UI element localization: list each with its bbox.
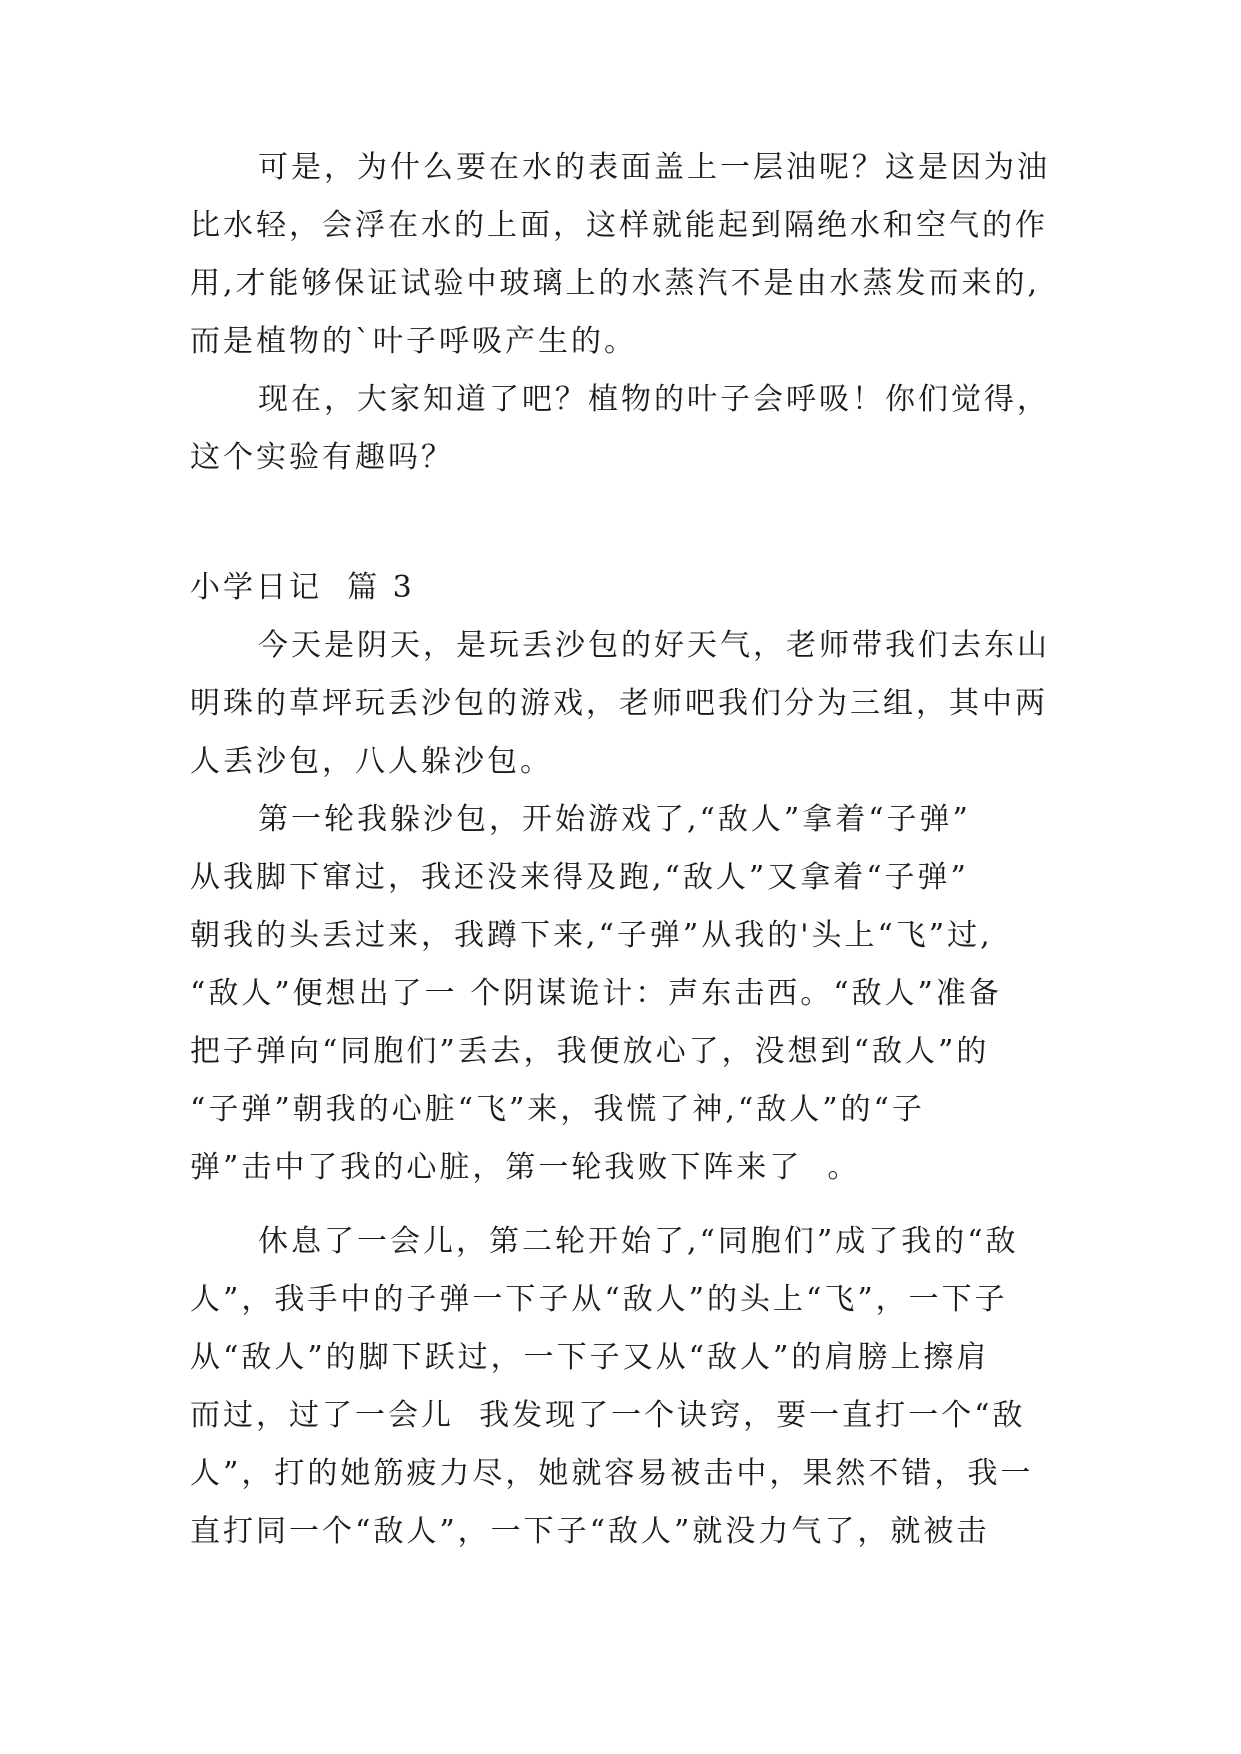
paragraph-5-line-2: 人”，我手中的子弹一下子从“敌人”的头上“飞”，一下子 xyxy=(190,1282,1008,1317)
paragraph-2-line-1: 现在，大家知道了吧？植物的叶子会呼吸！你们觉得， xyxy=(258,382,1050,417)
paragraph-4-line-1: 第一轮我躲沙包，开始游戏了,“敌人”拿着“子弹” xyxy=(258,802,971,837)
paragraph-5-line-6: 直打同一个“敌人”，一下子“敌人”就没力气了，就被击 xyxy=(190,1514,990,1549)
paragraph-4-line-2: 从我脚下窜过，我还没来得及跑,“敌人”又拿着“子弹” xyxy=(190,860,969,895)
section-heading: 小学日记 篇 3 xyxy=(190,570,415,605)
paragraph-4-line-4: “敌人”便想出了一 个阴谋诡计：声东击西。“敌人”准备 xyxy=(190,976,1002,1011)
paragraph-3-line-1: 今天是阴天，是玩丢沙包的好天气，老师带我们去东山 xyxy=(258,628,1050,663)
paragraph-4-line-5: 把子弹向“同胞们”丢去，我便放心了，没想到“敌人”的 xyxy=(190,1034,990,1069)
paragraph-1-line-1: 可是，为什么要在水的表面盖上一层油呢？这是因为油 xyxy=(258,150,1050,185)
paragraph-2-line-2: 这个实验有趣吗？ xyxy=(190,440,454,475)
paragraph-5-line-4: 而过，过了一会儿 我发现了一个诀窍，要一直打一个“敌 xyxy=(190,1398,1026,1433)
paragraph-3-line-2: 明珠的草坪玩丢沙包的游戏，老师吧我们分为三组，其中两 xyxy=(190,686,1048,721)
paragraph-4-line-6: “子弹”朝我的心脏“飞”来，我慌了神,“敌人”的“子 xyxy=(190,1092,925,1127)
paragraph-4-line-3: 朝我的头丢过来，我蹲下来,“子弹”从我的'头上“飞”过, xyxy=(190,918,993,953)
paragraph-1-line-2: 比水轻，会浮在水的上面，这样就能起到隔绝水和空气的作 xyxy=(190,208,1048,243)
paragraph-5-line-1: 休息了一会儿，第二轮开始了,“同胞们”成了我的“敌 xyxy=(258,1224,1019,1259)
paragraph-4-line-7: 弹”击中了我的心脏，第一轮我败下阵来了 。 xyxy=(190,1150,861,1185)
paragraph-5-line-5: 人”，打的她筋疲力尽，她就容易被击中，果然不错，我一 xyxy=(190,1456,1034,1491)
paragraph-1-line-3: 用,才能够保证试验中玻璃上的水蒸汽不是由水蒸发而来的, xyxy=(190,266,1041,301)
paragraph-1-line-4: 而是植物的`叶子呼吸产生的。 xyxy=(190,324,637,359)
paragraph-3-line-3: 人丢沙包，八人躲沙包。 xyxy=(190,744,553,779)
paragraph-5-line-3: 从“敌人”的脚下跃过，一下子又从“敌人”的肩膀上擦肩 xyxy=(190,1340,990,1375)
